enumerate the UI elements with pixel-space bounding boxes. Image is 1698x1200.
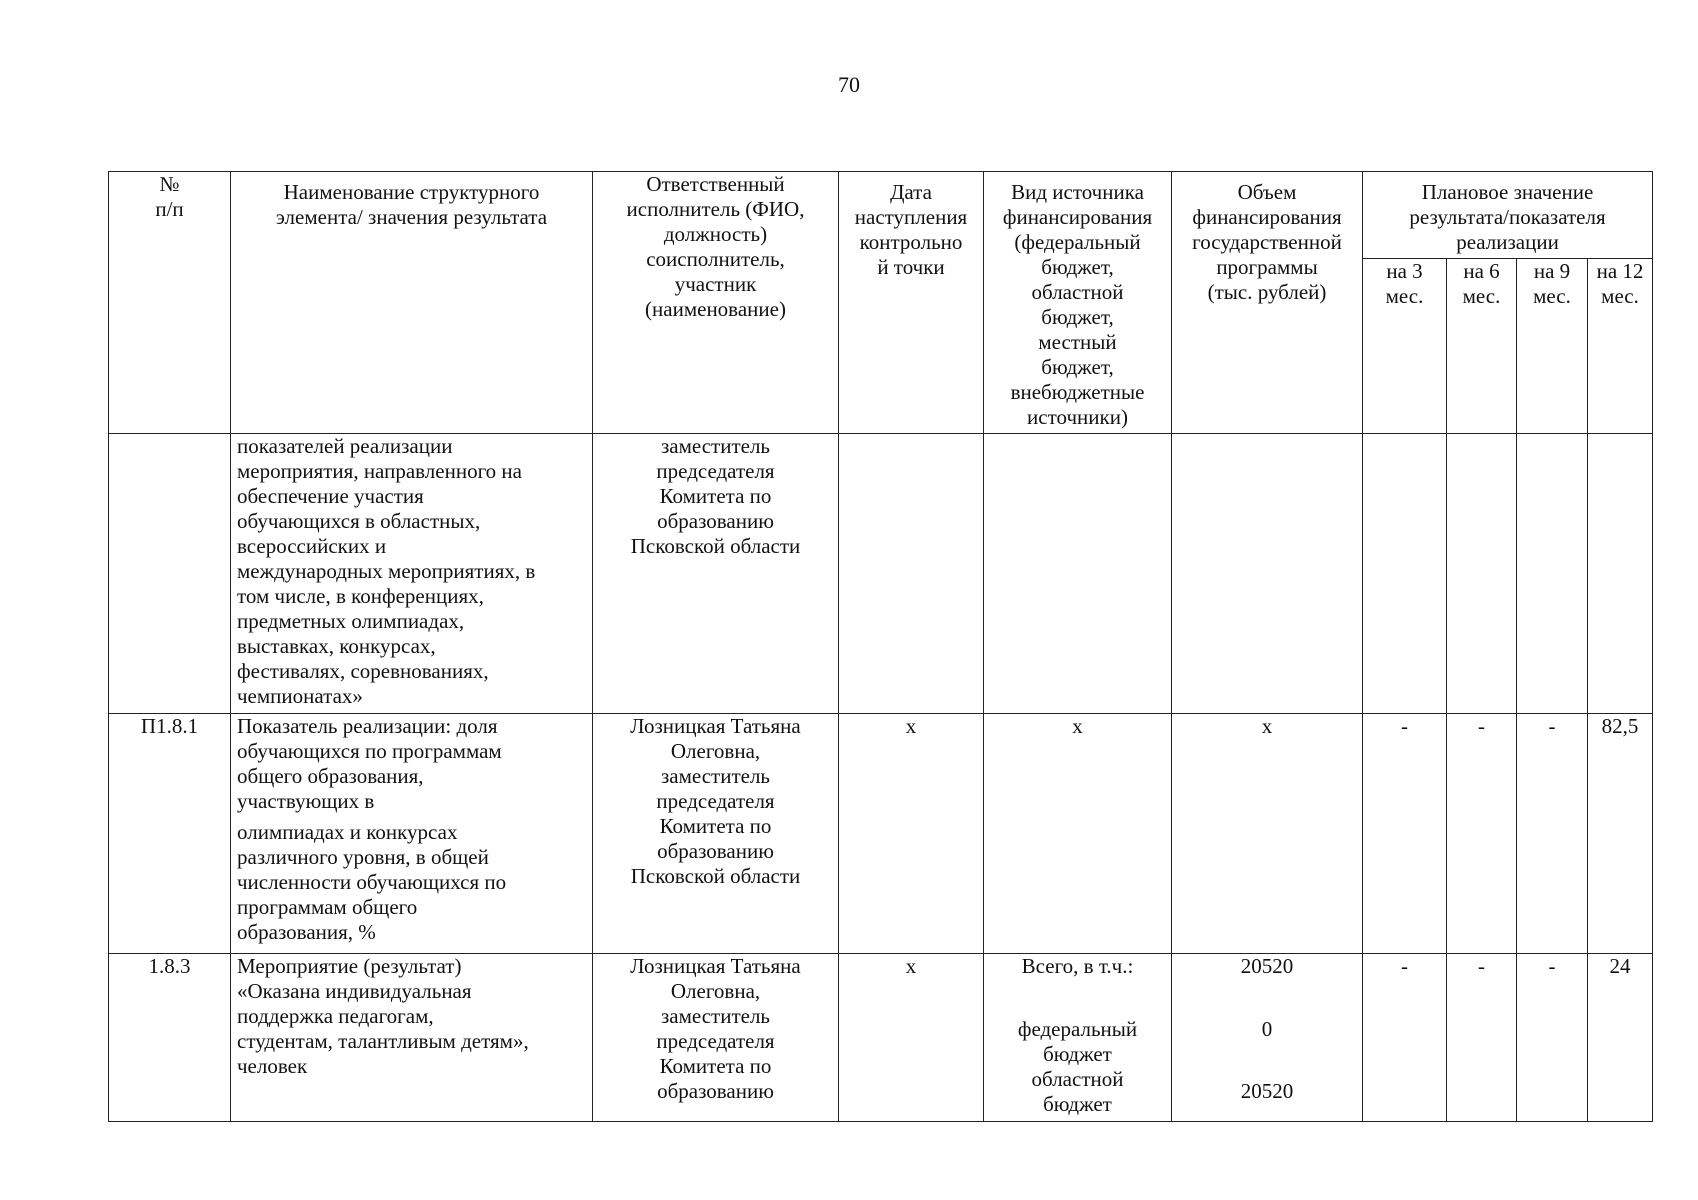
row-volume [1172,434,1363,714]
row-source [984,434,1172,714]
row-executor: Лозницкая Татьяна Олеговна, заместитель председателя Комитета по образованию Псковской области [593,714,839,954]
row-12-months: 82,5 [1588,714,1653,954]
row-6-months: - [1447,954,1517,1122]
program-table [108,171,1653,1122]
row-volume [1172,954,1363,1122]
header-cell-executor: Ответственный исполнитель (ФИО, должность) соисполнитель, участник (наименование) [593,172,839,434]
source-federal: федеральный [1017,1017,1138,1041]
row-name: Мероприятие (результат) «Оказана индивидуальная поддержка педагогам, студентам, талантливым детям», человек [231,954,593,1122]
row-date [839,434,984,714]
row-source: x [984,714,1172,954]
row-number: 1.8.3 [109,954,231,1122]
header-cell-plan: Плановое значение результата/показателя реализации [1363,172,1653,259]
table-row [109,714,1653,954]
header-cell-3-months: на 3 мес. [1363,259,1447,434]
row-number: П1.8.1 [109,714,231,954]
source-total: Всего, в т.ч.: [1021,954,1134,978]
row-executor: Лозницкая Татьяна Олеговна, заместитель председателя Комитета по образованию [593,954,839,1122]
row-12-months: 24 [1588,954,1653,1122]
header-cell-source: Вид источника финансирования (федеральный бюджет, областной бюджет, местный бюджет, внебюджетные источники) [984,172,1172,434]
header-cell-6-months: на 6 мес. [1447,259,1517,434]
row-6-months [1447,434,1517,714]
table-row [109,434,1653,714]
row-number [109,434,231,714]
volume-regional: 20520 [1240,1079,1294,1103]
row-6-months: - [1447,714,1517,954]
page-number: 70 [838,72,860,97]
volume-federal: 0 [1261,1017,1273,1041]
header-cell-name: Наименование структурного элемента/ значения результата [231,172,593,434]
row-12-months [1588,434,1653,714]
row-date: x [839,714,984,954]
source-regional: областной [1031,1067,1124,1091]
table-header-row [109,172,1653,259]
row-executor: заместитель председателя Комитета по образованию Псковской области [593,434,839,714]
row-3-months [1363,434,1447,714]
row-volume: x [1172,714,1363,954]
row-name: показателей реализации мероприятия, направленного на обеспечение участия обучающихся в областных, всероссийских и международных мероприятиях, в том числе, в конференциях, предметных олимпиадах, выставках, конкурсах, фестивалях, соревнованиях, чемпионатах» [231,434,593,714]
row-date: x [839,954,984,1122]
header-cell-12-months: на 12 мес. [1588,259,1653,434]
volume-total: 20520 [1240,954,1294,978]
row-name: Показатель реализации: доля обучающихся по программам общего образования, участвующих в олимпиадах и конкурсах различного уровня, в общей численности обучающихся по программам общего образования, % [231,714,593,954]
row-9-months: - [1517,714,1588,954]
row-9-months: - [1517,954,1588,1122]
row-9-months [1517,434,1588,714]
row-3-months: - [1363,954,1447,1122]
row-3-months: - [1363,714,1447,954]
header-cell-volume: Объем финансирования государственной программы (тыс. рублей) [1172,172,1363,434]
table-row [109,954,1653,1122]
header-cell-number: № п/п [109,172,231,434]
row-source: Всего, в т.ч.: федеральный бюджет областной бюджет [984,954,1172,1122]
header-cell-date: Дата наступления контрольно й точки [839,172,984,434]
header-cell-9-months: на 9 мес. [1517,259,1588,434]
